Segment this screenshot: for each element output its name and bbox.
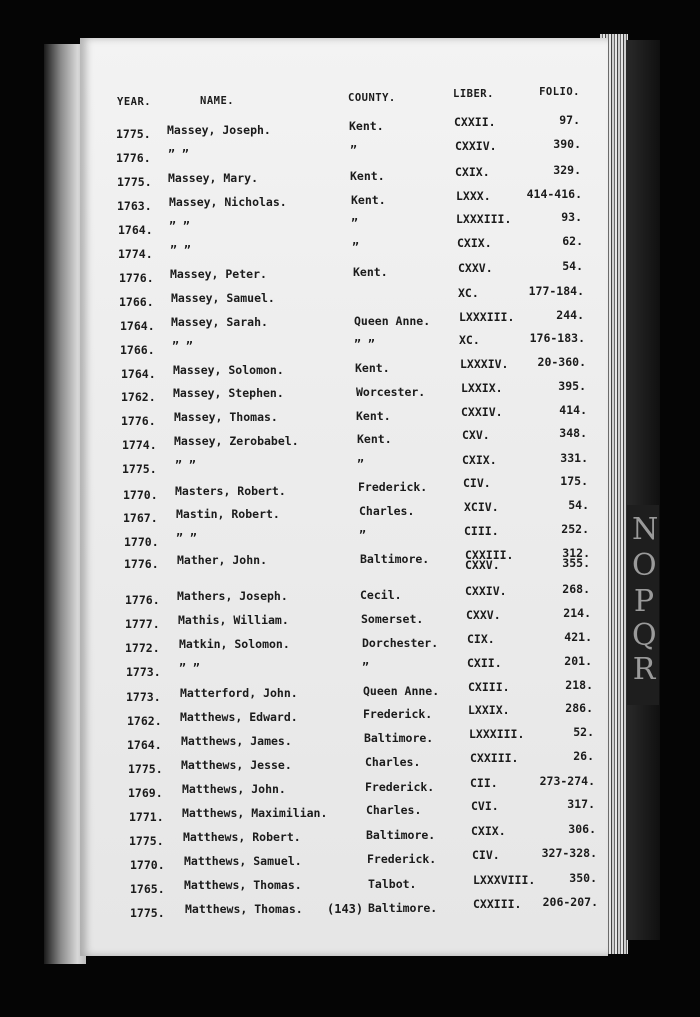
folio-cell: 201. [564, 654, 592, 668]
county-cell: Kent. [350, 169, 385, 183]
county-cell: ” [359, 528, 366, 542]
name-cell: ” ” [169, 219, 190, 233]
year-cell: 1773. [126, 665, 161, 679]
name-cell: Mastin, Robert. [176, 507, 280, 521]
folio-cell: 421. [564, 630, 592, 644]
folio-cell: 20-360. [537, 355, 586, 369]
year-cell: 1766. [119, 295, 154, 309]
liber-cell: CXIX. [471, 824, 506, 838]
tab-letter: N [632, 512, 659, 547]
page-number: (143) [327, 902, 364, 916]
year-cell: 1767. [123, 511, 158, 525]
liber-cell: CIV. [472, 848, 500, 862]
name-cell: Matthews, Edward. [180, 710, 298, 724]
folio-cell: 350. [569, 871, 597, 885]
folio-cell: 93. [561, 210, 582, 224]
folio-cell: 176-183. [529, 331, 585, 345]
folio-cell: 62. [562, 234, 583, 248]
name-cell: Massey, Stephen. [173, 386, 284, 400]
year-cell: 1763. [117, 199, 152, 213]
folio-cell: 331. [560, 451, 588, 465]
year-cell: 1775. [116, 127, 151, 141]
folio-cell: 317. [567, 797, 595, 811]
year-cell: 1775. [122, 462, 157, 476]
year-cell: 1776. [121, 414, 156, 428]
folio-cell: 214. [563, 606, 591, 620]
county-cell: ” [352, 240, 359, 254]
folio-cell: 395. [558, 379, 586, 393]
year-cell: 1770. [123, 488, 158, 502]
header-name: NAME. [200, 95, 235, 107]
liber-cell: CXXIV. [465, 584, 507, 598]
back-cover [626, 40, 660, 940]
folio-cell: 54. [562, 259, 583, 273]
liber-cell: CXV. [462, 428, 490, 442]
folio-cell: 26. [573, 749, 594, 763]
year-cell: 1762. [127, 714, 162, 728]
folio-cell: 97. [559, 113, 580, 127]
liber-cell: CVI. [471, 799, 499, 813]
year-cell: 1776. [125, 593, 160, 607]
name-cell: Matthews, Thomas. [185, 902, 303, 916]
county-cell: ” ” [354, 337, 375, 351]
liber-cell: CXXV. [458, 261, 493, 275]
folio-cell: 414-416. [526, 187, 582, 201]
name-cell: Matthews, Jesse. [181, 758, 292, 772]
folio-cell: 268. [562, 582, 590, 596]
folio-cell: 327-328. [541, 846, 597, 860]
name-cell: Massey, Sarah. [171, 315, 268, 329]
name-cell: ” ” [179, 661, 200, 675]
liber-cell: CXXIII. [465, 548, 514, 562]
name-cell: Mathers, Joseph. [177, 589, 288, 603]
year-cell: 1774. [122, 438, 157, 452]
county-cell: Baltimore. [360, 552, 430, 566]
county-cell: Charles. [359, 504, 415, 518]
folio-cell: 206-207. [542, 895, 598, 909]
year-cell: 1771. [129, 810, 164, 824]
county-cell: Kent. [357, 432, 392, 446]
year-cell: 1774. [118, 247, 153, 261]
liber-cell: CXXIV. [461, 405, 503, 419]
county-cell: Baltimore. [366, 828, 436, 842]
liber-cell: LXXXIV. [460, 357, 509, 371]
folio-cell: 312. [562, 546, 590, 560]
folio-cell: 329. [553, 163, 581, 177]
county-cell: ” [350, 143, 357, 157]
liber-cell: CXIII. [468, 680, 510, 694]
year-cell: 1775. [130, 906, 165, 920]
name-cell: Massey, Joseph. [167, 123, 271, 137]
county-cell: Kent. [355, 361, 390, 375]
name-cell: Matthews, Robert. [183, 830, 301, 844]
year-cell: 1775. [129, 834, 164, 848]
name-cell: ” ” [176, 531, 197, 545]
county-cell: ” [362, 660, 369, 674]
year-cell: 1773. [126, 690, 161, 704]
name-cell: Massey, Thomas. [174, 410, 278, 424]
year-cell: 1772. [125, 641, 160, 655]
year-cell: 1764. [118, 223, 153, 237]
county-cell: Cecil. [360, 588, 402, 602]
county-cell: ” [351, 216, 358, 230]
year-cell: 1777. [125, 617, 160, 631]
folio-cell: 286. [565, 701, 593, 715]
name-cell: Matthews, John. [182, 782, 286, 796]
liber-cell: CXXIV. [455, 139, 497, 153]
year-cell: 1764. [121, 367, 156, 381]
liber-cell: CIII. [464, 524, 499, 538]
name-cell: Matkin, Solomon. [179, 637, 290, 651]
header-year: YEAR. [117, 96, 152, 108]
year-cell: 1776. [119, 271, 154, 285]
liber-cell: CXXIII. [470, 751, 519, 765]
liber-cell: LXXIX. [461, 381, 503, 395]
year-cell: 1775. [117, 175, 152, 189]
liber-cell: CIV. [463, 476, 491, 490]
county-cell: Queen Anne. [354, 314, 431, 328]
name-cell: Massey, Solomon. [173, 363, 284, 377]
name-cell: ” ” [172, 339, 193, 353]
liber-cell: CXIX. [455, 165, 490, 179]
folio-cell: 252. [561, 522, 589, 536]
name-cell: ” ” [170, 243, 191, 257]
year-cell: 1776. [116, 151, 151, 165]
year-cell: 1762. [121, 390, 156, 404]
liber-cell: XC. [459, 333, 480, 347]
folio-cell: 218. [565, 678, 593, 692]
county-cell: Frederick. [363, 707, 433, 721]
liber-cell: LXXXVIII. [473, 873, 536, 887]
county-cell: Kent. [356, 409, 391, 423]
name-cell: Massey, Nicholas. [169, 195, 287, 209]
liber-cell: CXIX. [462, 453, 497, 467]
folio-cell: 54. [568, 498, 589, 512]
folio-cell: 355. [562, 556, 590, 570]
tab-letter: Q [632, 618, 657, 653]
name-cell: Massey, Peter. [170, 267, 267, 281]
header-folio: FOLIO. [539, 86, 580, 98]
header-county: COUNTY. [348, 92, 396, 104]
name-cell: Matthews, Maximilian. [182, 806, 328, 820]
liber-cell: CXII. [467, 656, 502, 670]
county-cell: ” [357, 457, 364, 471]
folio-cell: 306. [568, 822, 596, 836]
liber-cell: XC. [458, 286, 479, 300]
liber-cell: LXXX. [456, 189, 491, 203]
liber-cell: LXXIX. [468, 703, 510, 717]
folio-cell: 273-274. [539, 774, 595, 788]
folio-cell: 175. [560, 474, 588, 488]
county-cell: Frederick. [358, 480, 428, 494]
county-cell: Worcester. [356, 385, 426, 399]
county-cell: Baltimore. [368, 901, 438, 915]
tab-letter: R [632, 652, 656, 687]
name-cell: ” ” [168, 147, 189, 161]
name-cell: Matthews, James. [181, 734, 292, 748]
name-cell: Massey, Zerobabel. [174, 434, 299, 448]
county-cell: Queen Anne. [363, 684, 440, 698]
county-cell: Kent. [351, 193, 386, 207]
liber-cell: XCIV. [464, 500, 499, 514]
liber-cell: CXXIII. [473, 897, 522, 911]
year-cell: 1770. [130, 858, 165, 872]
header-liber: LIBER. [453, 88, 494, 100]
liber-cell: CII. [470, 776, 498, 790]
county-cell: Dorchester. [362, 636, 439, 650]
year-cell: 1776. [124, 557, 159, 571]
county-cell: Charles. [365, 755, 421, 769]
county-cell: Talbot. [368, 877, 417, 891]
year-cell: 1769. [128, 786, 163, 800]
liber-cell: CIX. [467, 632, 495, 646]
county-cell: Charles. [366, 803, 422, 817]
county-cell: Kent. [349, 119, 384, 133]
tab-letter: P [633, 584, 655, 619]
year-cell: 1765. [130, 882, 165, 896]
year-cell: 1764. [127, 738, 162, 752]
county-cell: Frederick. [365, 780, 435, 794]
liber-cell: LXXXIII. [456, 212, 512, 226]
folio-cell: 414. [559, 403, 587, 417]
county-cell: Baltimore. [364, 731, 434, 745]
name-cell: Mathis, William. [178, 613, 289, 627]
folio-cell: 244. [556, 308, 584, 322]
name-cell: Masters, Robert. [175, 484, 286, 498]
folio-cell: 348. [559, 426, 587, 440]
folio-cell: 52. [573, 725, 594, 739]
liber-cell: CXXV. [466, 608, 501, 622]
name-cell: Matterford, John. [180, 686, 298, 700]
name-cell: Matthews, Thomas. [184, 878, 302, 892]
county-cell: Somerset. [361, 612, 424, 626]
liber-cell: LXXXIII. [459, 310, 515, 324]
name-cell: Matthews, Samuel. [184, 854, 302, 868]
year-cell: 1766. [120, 343, 155, 357]
folio-cell: 390. [553, 137, 581, 151]
name-cell: ” ” [175, 458, 196, 472]
year-cell: 1764. [120, 319, 155, 333]
liber-cell: CXXII. [454, 115, 496, 129]
liber-cell: LXXXIII. [469, 727, 525, 741]
name-cell: Mather, John. [177, 553, 268, 567]
folio-cell: 177-184. [528, 284, 584, 298]
county-cell: Kent. [353, 265, 388, 279]
tab-letter: O [632, 548, 657, 583]
year-cell: 1770. [124, 535, 159, 549]
county-cell: Frederick. [367, 852, 437, 866]
liber-cell: CXXV. [465, 558, 500, 572]
liber-cell: CXIX. [457, 236, 492, 250]
name-cell: Massey, Samuel. [171, 291, 275, 305]
name-cell: Massey, Mary. [168, 171, 259, 185]
year-cell: 1775. [128, 762, 163, 776]
